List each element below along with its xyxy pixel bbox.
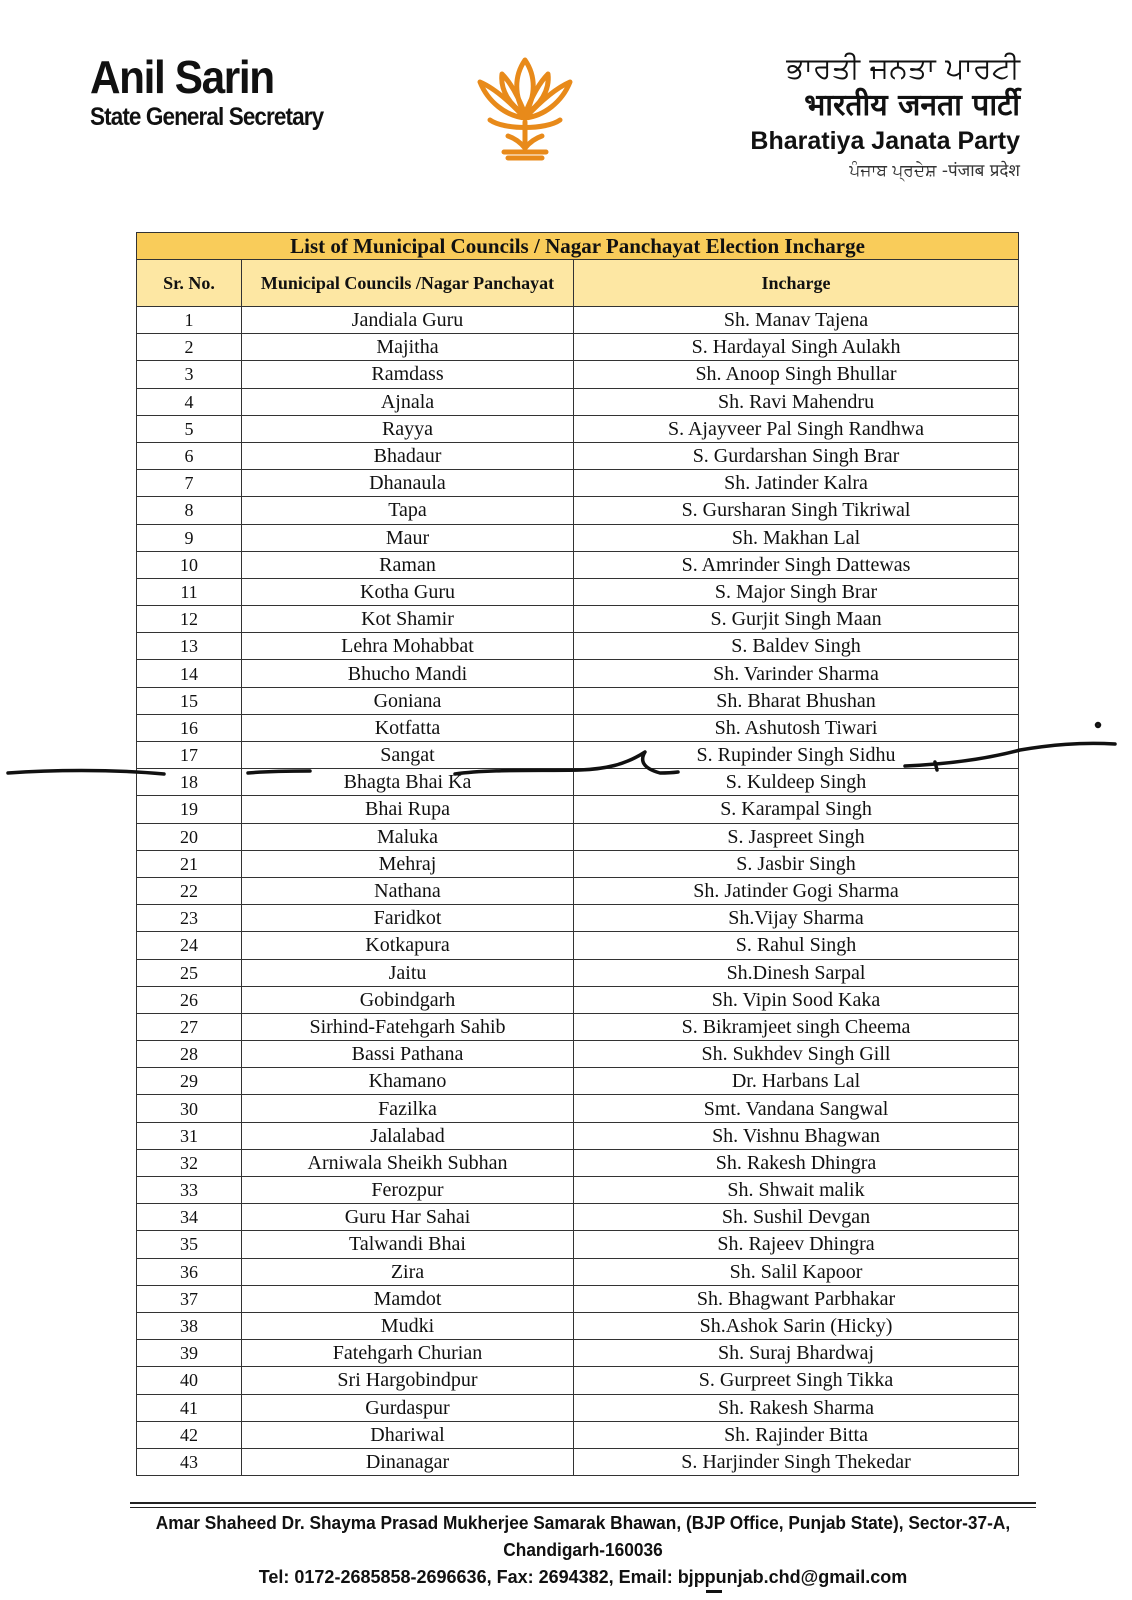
cell-sr-no: 42 [137, 1421, 242, 1448]
cell-incharge: S. Major Singh Brar [574, 578, 1019, 605]
cell-incharge: Sh. Rajinder Bitta [574, 1421, 1019, 1448]
table-row [137, 1149, 1019, 1176]
cell-sr-no: 10 [137, 551, 242, 578]
cell-incharge: S. Ajayveer Pal Singh Randhwa [574, 415, 1019, 442]
cell-council: Jaitu [242, 959, 574, 986]
sender-name: Anil Sarin [90, 51, 274, 103]
cell-council: Mamdot [242, 1285, 574, 1312]
cell-sr-no: 30 [137, 1095, 242, 1122]
table-row [137, 905, 1019, 932]
table-row [137, 606, 1019, 633]
table-row [137, 850, 1019, 877]
cell-incharge: Sh. Varinder Sharma [574, 660, 1019, 687]
cell-sr-no: 12 [137, 606, 242, 633]
cell-council: Bhai Rupa [242, 796, 574, 823]
cell-council: Majitha [242, 334, 574, 361]
cell-incharge: Sh. Bharat Bhushan [574, 687, 1019, 714]
cell-sr-no: 3 [137, 361, 242, 388]
cell-sr-no: 8 [137, 497, 242, 524]
cell-incharge: S. Bikramjeet singh Cheema [574, 1013, 1019, 1040]
table-row [137, 742, 1019, 769]
cell-incharge: S. Harjinder Singh Thekedar [574, 1448, 1019, 1475]
table-row [137, 1231, 1019, 1258]
cell-sr-no: 9 [137, 524, 242, 551]
cell-incharge: Sh. Sukhdev Singh Gill [574, 1041, 1019, 1068]
cell-incharge: Sh. Ashutosh Tiwari [574, 714, 1019, 741]
party-name-english: Bharatiya Janata Party [750, 127, 1020, 155]
cell-incharge: S. Hardayal Singh Aulakh [574, 334, 1019, 361]
cell-sr-no: 39 [137, 1340, 242, 1367]
cell-incharge: Sh. Manav Tajena [574, 307, 1019, 334]
cell-council: Jalalabad [242, 1122, 574, 1149]
cell-sr-no: 23 [137, 905, 242, 932]
table-row [137, 796, 1019, 823]
cell-incharge: Sh. Sushil Devgan [574, 1204, 1019, 1231]
footer-contact: Tel: 0172-2685858-2696636, Fax: 2694382, Email: bjppunjab.chd@gmail.com [258, 1567, 908, 1587]
cell-council: Fatehgarh Churian [242, 1340, 574, 1367]
cell-sr-no: 6 [137, 442, 242, 469]
table-body [137, 307, 1019, 1476]
cell-incharge: Sh. Makhan Lal [574, 524, 1019, 551]
cell-council: Maur [242, 524, 574, 551]
table-row [137, 334, 1019, 361]
cell-incharge: Dr. Harbans Lal [574, 1068, 1019, 1095]
cell-council: Mudki [242, 1312, 574, 1339]
cell-incharge: Sh. Jatinder Gogi Sharma [574, 877, 1019, 904]
cell-council: Ferozpur [242, 1177, 574, 1204]
table-row [137, 442, 1019, 469]
table-row [137, 307, 1019, 334]
cell-incharge: S. Gurdarshan Singh Brar [574, 442, 1019, 469]
cell-incharge: S. Jaspreet Singh [574, 823, 1019, 850]
cell-incharge: Sh. Salil Kapoor [574, 1258, 1019, 1285]
cell-council: Sri Hargobindpur [242, 1367, 574, 1394]
cell-incharge: S. Jasbir Singh [574, 850, 1019, 877]
cell-council: Gurdaspur [242, 1394, 574, 1421]
cell-council: Bhagta Bhai Ka [242, 769, 574, 796]
footer [100, 1510, 1066, 1591]
cell-sr-no: 29 [137, 1068, 242, 1095]
cell-incharge: S. Rupinder Singh Sidhu [574, 742, 1019, 769]
cell-sr-no: 11 [137, 578, 242, 605]
table-row [137, 551, 1019, 578]
lotus-icon [470, 52, 580, 168]
cell-incharge: S. Karampal Singh [574, 796, 1019, 823]
cell-incharge: Sh.Vijay Sharma [574, 905, 1019, 932]
cell-sr-no: 25 [137, 959, 242, 986]
cell-council: Dhanaula [242, 470, 574, 497]
table-row [137, 959, 1019, 986]
footer-address: Amar Shaheed Dr. Shayma Prasad Mukherjee Samarak Bhawan, (BJP Office, Punjab State), Sector-37-A, Chandigarh-160036 [155, 1513, 1011, 1560]
cell-sr-no: 32 [137, 1149, 242, 1176]
cell-incharge: S. Gursharan Singh Tikriwal [574, 497, 1019, 524]
table-row [137, 1448, 1019, 1475]
cell-sr-no: 43 [137, 1448, 242, 1475]
cell-sr-no: 4 [137, 388, 242, 415]
cell-incharge: Sh.Ashok Sarin (Hicky) [574, 1312, 1019, 1339]
table-row [137, 986, 1019, 1013]
cell-sr-no: 40 [137, 1367, 242, 1394]
cell-sr-no: 7 [137, 470, 242, 497]
cell-council: Fazilka [242, 1095, 574, 1122]
sender-title: State General Secretary [90, 103, 324, 131]
cell-council: Kotfatta [242, 714, 574, 741]
header-sr-no: Sr. No. [137, 260, 242, 307]
cell-council: Guru Har Sahai [242, 1204, 574, 1231]
table-row [137, 1340, 1019, 1367]
cell-council: Bhadaur [242, 442, 574, 469]
cell-council: Dhariwal [242, 1421, 574, 1448]
table-row [137, 1394, 1019, 1421]
table-row [137, 470, 1019, 497]
cell-council: Kotkapura [242, 932, 574, 959]
cell-incharge: Sh. Rajeev Dhingra [574, 1231, 1019, 1258]
table-row [137, 714, 1019, 741]
cell-council: Gobindgarh [242, 986, 574, 1013]
cell-sr-no: 18 [137, 769, 242, 796]
cell-sr-no: 28 [137, 1041, 242, 1068]
table-row [137, 1367, 1019, 1394]
incharge-table [136, 232, 1019, 1476]
sender-block [90, 52, 349, 132]
cell-council: Tapa [242, 497, 574, 524]
cell-incharge: S. Gurjit Singh Maan [574, 606, 1019, 633]
cell-sr-no: 36 [137, 1258, 242, 1285]
cell-sr-no: 38 [137, 1312, 242, 1339]
cell-council: Sirhind-Fatehgarh Sahib [242, 1013, 574, 1040]
page-edge-mark [706, 1590, 722, 1593]
cell-council: Maluka [242, 823, 574, 850]
table-row [137, 415, 1019, 442]
table-row [137, 877, 1019, 904]
table-row [137, 1177, 1019, 1204]
cell-council: Raman [242, 551, 574, 578]
table-row [137, 388, 1019, 415]
cell-incharge: Sh.Dinesh Sarpal [574, 959, 1019, 986]
cell-incharge: Sh. Vipin Sood Kaka [574, 986, 1019, 1013]
cell-council: Nathana [242, 877, 574, 904]
cell-sr-no: 19 [137, 796, 242, 823]
cell-sr-no: 26 [137, 986, 242, 1013]
cell-council: Ramdass [242, 361, 574, 388]
cell-incharge: Sh. Rakesh Sharma [574, 1394, 1019, 1421]
cell-incharge: Sh. Bhagwant Parbhakar [574, 1285, 1019, 1312]
cell-sr-no: 20 [137, 823, 242, 850]
header-incharge: Incharge [574, 260, 1019, 307]
table-row [137, 1068, 1019, 1095]
cell-council: Lehra Mohabbat [242, 633, 574, 660]
cell-sr-no: 27 [137, 1013, 242, 1040]
cell-incharge: Smt. Vandana Sangwal [574, 1095, 1019, 1122]
cell-council: Rayya [242, 415, 574, 442]
cell-sr-no: 34 [137, 1204, 242, 1231]
table-row [137, 1285, 1019, 1312]
cell-council: Goniana [242, 687, 574, 714]
table-caption: List of Municipal Councils / Nagar Panchayat Election Incharge [137, 233, 1019, 260]
party-name-punjabi: ਭਾਰਤੀ ਜਨਤਾ ਪਾਰਟੀ [786, 51, 1020, 86]
table-row [137, 633, 1019, 660]
table-row [137, 1421, 1019, 1448]
table-row [137, 1095, 1019, 1122]
footer-rule [130, 1502, 1036, 1508]
cell-council: Khamano [242, 1068, 574, 1095]
cell-council: Mehraj [242, 850, 574, 877]
table-row [137, 1312, 1019, 1339]
table-row [137, 769, 1019, 796]
cell-sr-no: 16 [137, 714, 242, 741]
cell-council: Dinanagar [242, 1448, 574, 1475]
cell-council: Faridkot [242, 905, 574, 932]
table-row [137, 823, 1019, 850]
table-row [137, 1013, 1019, 1040]
table-row [137, 578, 1019, 605]
cell-incharge: Sh. Anoop Singh Bhullar [574, 361, 1019, 388]
cell-council: Zira [242, 1258, 574, 1285]
cell-council: Arniwala Sheikh Subhan [242, 1149, 574, 1176]
cell-sr-no: 17 [137, 742, 242, 769]
table-row [137, 1122, 1019, 1149]
header-council: Municipal Councils /Nagar Panchayat [242, 260, 574, 307]
cell-sr-no: 35 [137, 1231, 242, 1258]
cell-council: Talwandi Bhai [242, 1231, 574, 1258]
cell-incharge: Sh. Vishnu Bhagwan [574, 1122, 1019, 1149]
cell-sr-no: 33 [137, 1177, 242, 1204]
party-block [750, 50, 1020, 184]
cell-incharge: S. Baldev Singh [574, 633, 1019, 660]
table-row [137, 1258, 1019, 1285]
cell-sr-no: 22 [137, 877, 242, 904]
cell-council: Bassi Pathana [242, 1041, 574, 1068]
table-row [137, 687, 1019, 714]
cell-incharge: Sh. Shwait malik [574, 1177, 1019, 1204]
table-row [137, 1204, 1019, 1231]
cell-incharge: Sh. Suraj Bhardwaj [574, 1340, 1019, 1367]
cell-incharge: S. Rahul Singh [574, 932, 1019, 959]
cell-sr-no: 15 [137, 687, 242, 714]
table-row [137, 1041, 1019, 1068]
cell-incharge: Sh. Jatinder Kalra [574, 470, 1019, 497]
cell-sr-no: 21 [137, 850, 242, 877]
cell-sr-no: 14 [137, 660, 242, 687]
cell-incharge: S. Kuldeep Singh [574, 769, 1019, 796]
cell-council: Kotha Guru [242, 578, 574, 605]
cell-sr-no: 5 [137, 415, 242, 442]
cell-council: Sangat [242, 742, 574, 769]
cell-sr-no: 13 [137, 633, 242, 660]
cell-incharge: S. Gurpreet Singh Tikka [574, 1367, 1019, 1394]
party-state-line: ਪੰਜਾਬ ਪ੍ਰਦੇਸ਼ -पंजाब प्रदेश [849, 161, 1020, 181]
table-row [137, 524, 1019, 551]
cell-council: Kot Shamir [242, 606, 574, 633]
cell-council: Jandiala Guru [242, 307, 574, 334]
table-row [137, 660, 1019, 687]
party-name-hindi: भारतीय जनता पार्टी [804, 88, 1020, 123]
cell-sr-no: 24 [137, 932, 242, 959]
cell-incharge: Sh. Rakesh Dhingra [574, 1149, 1019, 1176]
cell-council: Ajnala [242, 388, 574, 415]
cell-sr-no: 31 [137, 1122, 242, 1149]
cell-sr-no: 1 [137, 307, 242, 334]
table-row [137, 497, 1019, 524]
table-row [137, 932, 1019, 959]
cell-council: Bhucho Mandi [242, 660, 574, 687]
cell-sr-no: 41 [137, 1394, 242, 1421]
cell-sr-no: 2 [137, 334, 242, 361]
cell-incharge: S. Amrinder Singh Dattewas [574, 551, 1019, 578]
table-row [137, 361, 1019, 388]
cell-incharge: Sh. Ravi Mahendru [574, 388, 1019, 415]
cell-sr-no: 37 [137, 1285, 242, 1312]
